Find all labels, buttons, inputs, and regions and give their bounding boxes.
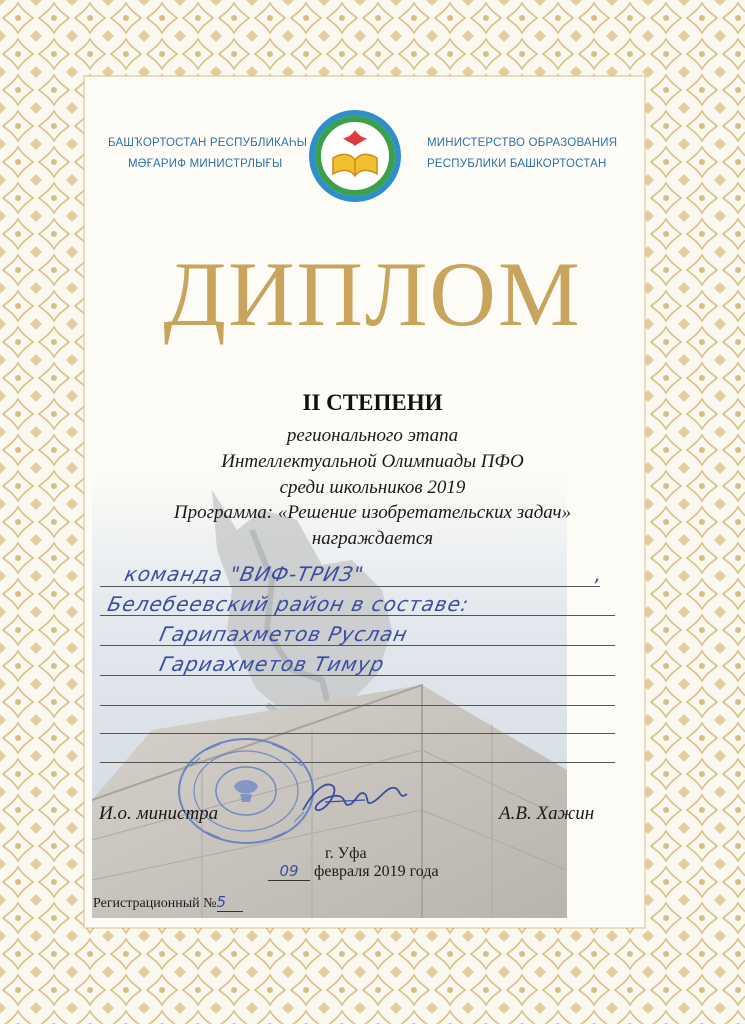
issue-city: г. Уфа bbox=[325, 845, 367, 862]
body-line-5: награждается bbox=[311, 528, 434, 549]
registration-label: Регистрационный № bbox=[93, 896, 217, 911]
registration-number: 5 bbox=[217, 893, 243, 912]
issue-date bbox=[268, 862, 439, 881]
header-left-line2: МӘҒАРИФ МИНИСТРЛЫҒЫ bbox=[128, 158, 283, 170]
handwritten-line-1: команда "ВИФ-ТРИЗ" bbox=[122, 562, 367, 586]
rule-line bbox=[100, 733, 615, 734]
handwritten-line-2: Белебеевский район в составе: bbox=[105, 592, 472, 616]
body-line-4: Программа: «Решение изобретательских задач» bbox=[173, 502, 572, 523]
handwritten-signature bbox=[295, 772, 415, 822]
trailing-comma: , bbox=[592, 562, 605, 586]
body-line-3: среди школьников 2019 bbox=[279, 477, 466, 498]
handwritten-line-4: Гариахметов Тимур bbox=[157, 652, 388, 676]
header-right-line2: РЕСПУБЛИКИ БАШКОРТОСТАН bbox=[427, 158, 607, 170]
rule-line bbox=[100, 586, 600, 587]
diploma-title: ДИПЛОМ bbox=[163, 243, 582, 345]
issue-day: 09 bbox=[268, 862, 310, 881]
signatory-name: А.В. Хажин bbox=[499, 803, 595, 824]
handwritten-line-3: Гарипахметов Руслан bbox=[157, 622, 411, 646]
diploma-degree: II СТЕПЕНИ bbox=[302, 390, 443, 415]
body-line-2: Интеллектуальной Олимпиады ПФО bbox=[221, 451, 524, 472]
header-right-line1: МИНИСТЕРСТВО ОБРАЗОВАНИЯ bbox=[427, 137, 618, 149]
registration bbox=[93, 893, 243, 912]
header-left-line1: БАШҠОРТОСТАН РЕСПУБЛИКАҺЫ bbox=[108, 137, 308, 149]
ministry-emblem-icon bbox=[307, 108, 403, 204]
body-line-1: регионального этапа bbox=[286, 425, 459, 446]
signatory-title: И.о. министра bbox=[99, 803, 219, 824]
rule-line bbox=[100, 705, 615, 706]
issue-month-year: февраля 2019 года bbox=[314, 863, 439, 880]
